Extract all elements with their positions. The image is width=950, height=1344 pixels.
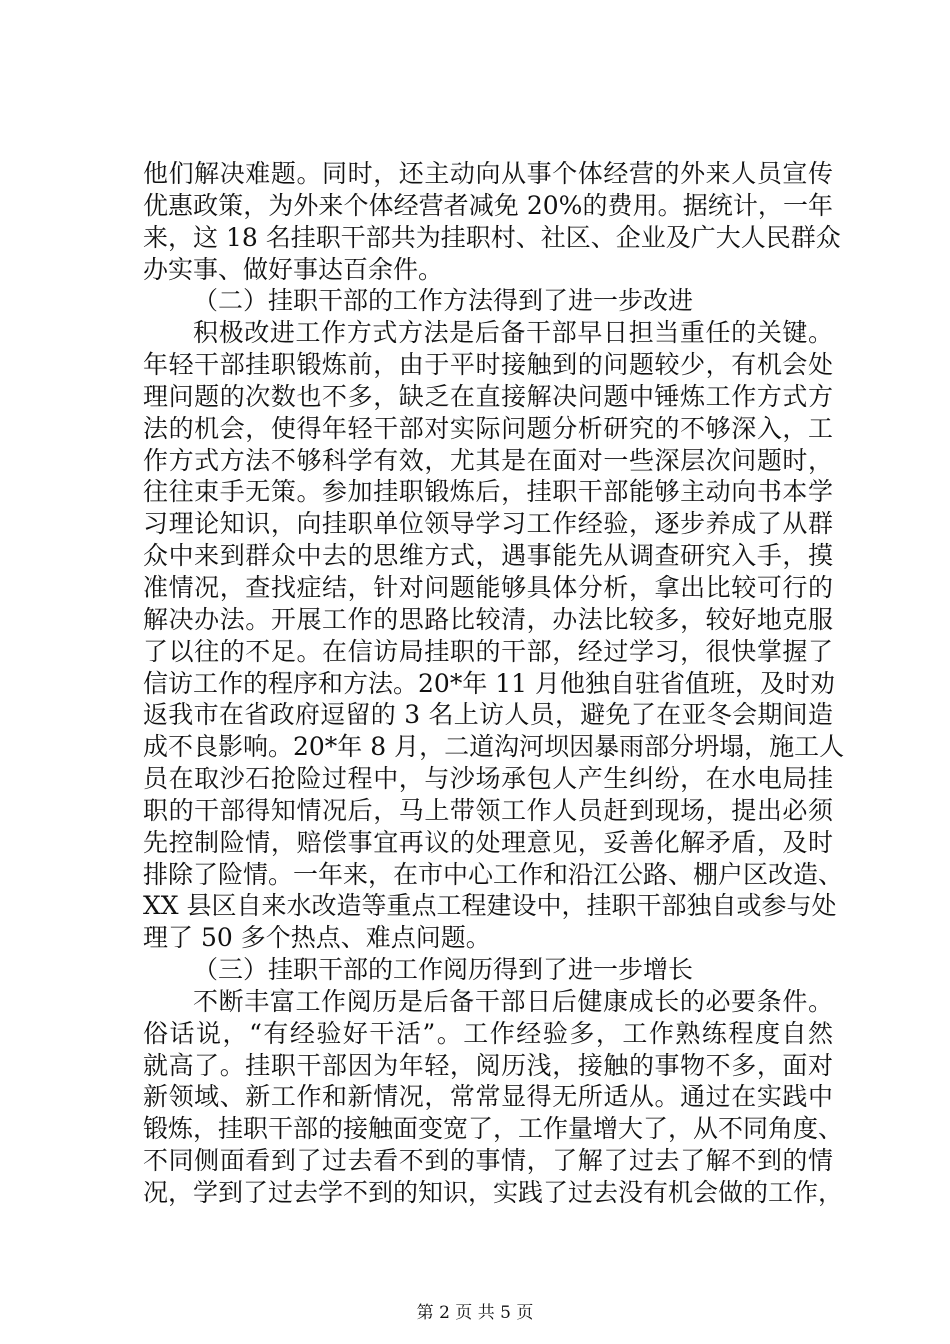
text-line: 来，这 18 名挂职干部共为挂职村、社区、企业及广大人民群众 — [143, 222, 841, 252]
text-line: 办实事、做好事达百余件。 — [143, 254, 444, 284]
text-line: 员在取沙石抢险过程中，与沙场承包人产生纠纷，在水电局挂 — [143, 764, 833, 794]
text-line: 往往束手无策。参加挂职锻炼后，挂职干部能够主动向书本学 — [143, 477, 833, 507]
text-line: 排除了险情。一年来，在市中心工作和沿江公路、棚户区改造、 — [143, 859, 844, 889]
text-line: 就高了。挂职干部因为年轻，阅历浅，接触的事物不多，面对 — [143, 1050, 833, 1080]
paragraph — [143, 158, 841, 285]
text-line: 不同侧面看到了过去看不到的事情，了解了过去了解不到的情 — [143, 1146, 833, 1176]
paragraph — [143, 986, 844, 1209]
text-line: 先控制险情，赔偿事宜再议的处理意见，妥善化解矛盾，及时 — [143, 827, 833, 857]
text-line: 解决办法。开展工作的思路比较清，办法比较多，较好地克服 — [143, 604, 833, 634]
text-line: 积极改进工作方式方法是后备干部早日担当重任的关键。 — [193, 318, 833, 348]
text-line: 成不良影响。20*年 8 月，二道沟河坝因暴雨部分坍塌，施工人 — [143, 732, 845, 762]
text-line: 新领域、新工作和新情况，常常显得无所适从。通过在实践中 — [143, 1082, 833, 1112]
text-line: XX 县区自来水改造等重点工程建设中，挂职干部独自或参与处 — [143, 891, 837, 921]
text-line: （二）挂职干部的工作方法得到了进一步改进 — [193, 286, 694, 316]
paragraph — [143, 285, 833, 317]
text-line: 年轻干部挂职锻炼前，由于平时接触到的问题较少，有机会处 — [143, 350, 833, 380]
document-body — [143, 158, 845, 1209]
text-line: 信访工作的程序和方法。20*年 11 月他独自驻省值班，及时劝 — [143, 668, 836, 698]
text-line: （三）挂职干部的工作阅历得到了进一步增长 — [193, 955, 694, 985]
text-line: 俗话说，“有经验好干活”。工作经验多，工作熟练程度自然 — [143, 1018, 833, 1048]
text-line: 不断丰富工作阅历是后备干部日后健康成长的必要条件。 — [193, 986, 833, 1016]
text-line: 职的干部得知情况后，马上带领工作人员赶到现场，提出必须 — [143, 795, 833, 825]
paragraph — [143, 317, 845, 954]
text-line: 作方式方法不够科学有效，尤其是在面对一些深层次问题时， — [143, 445, 833, 475]
text-line: 习理论知识，向挂职单位领导学习工作经验，逐步养成了从群 — [143, 509, 833, 539]
text-line: 锻炼，挂职干部的接触面变宽了，工作量增大了，从不同角度、 — [143, 1114, 844, 1144]
text-line: 优惠政策，为外来个体经营者减免 20%的费用。据统计，一年 — [143, 190, 833, 220]
page-number-label: 第 2 页 共 5 页 — [416, 1303, 534, 1323]
text-line: 众中来到群众中去的思维方式，遇事能先从调查研究入手，摸 — [143, 541, 833, 571]
text-line: 法的机会，使得年轻干部对实际问题分析研究的不够深入，工 — [143, 413, 833, 443]
text-line: 返我市在省政府逗留的 3 名上访人员，避免了在亚冬会期间造 — [143, 700, 833, 730]
text-line: 了以往的不足。在信访局挂职的干部，经过学习，很快掌握了 — [143, 636, 833, 666]
text-line: 况，学到了过去学不到的知识，实践了过去没有机会做的工作， — [143, 1178, 844, 1207]
text-line: 准情况，查找症结，针对问题能够具体分析，拿出比较可行的 — [143, 572, 833, 602]
text-line: 理了 50 多个热点、难点问题。 — [143, 923, 491, 953]
text-line: 他们解决难题。同时，还主动向从事个体经营的外来人员宣传 — [143, 159, 833, 188]
paragraph — [143, 954, 833, 986]
text-line: 理问题的次数也不多，缺乏在直接解决问题中锤炼工作方式方 — [143, 381, 833, 411]
page-footer — [0, 1303, 950, 1323]
